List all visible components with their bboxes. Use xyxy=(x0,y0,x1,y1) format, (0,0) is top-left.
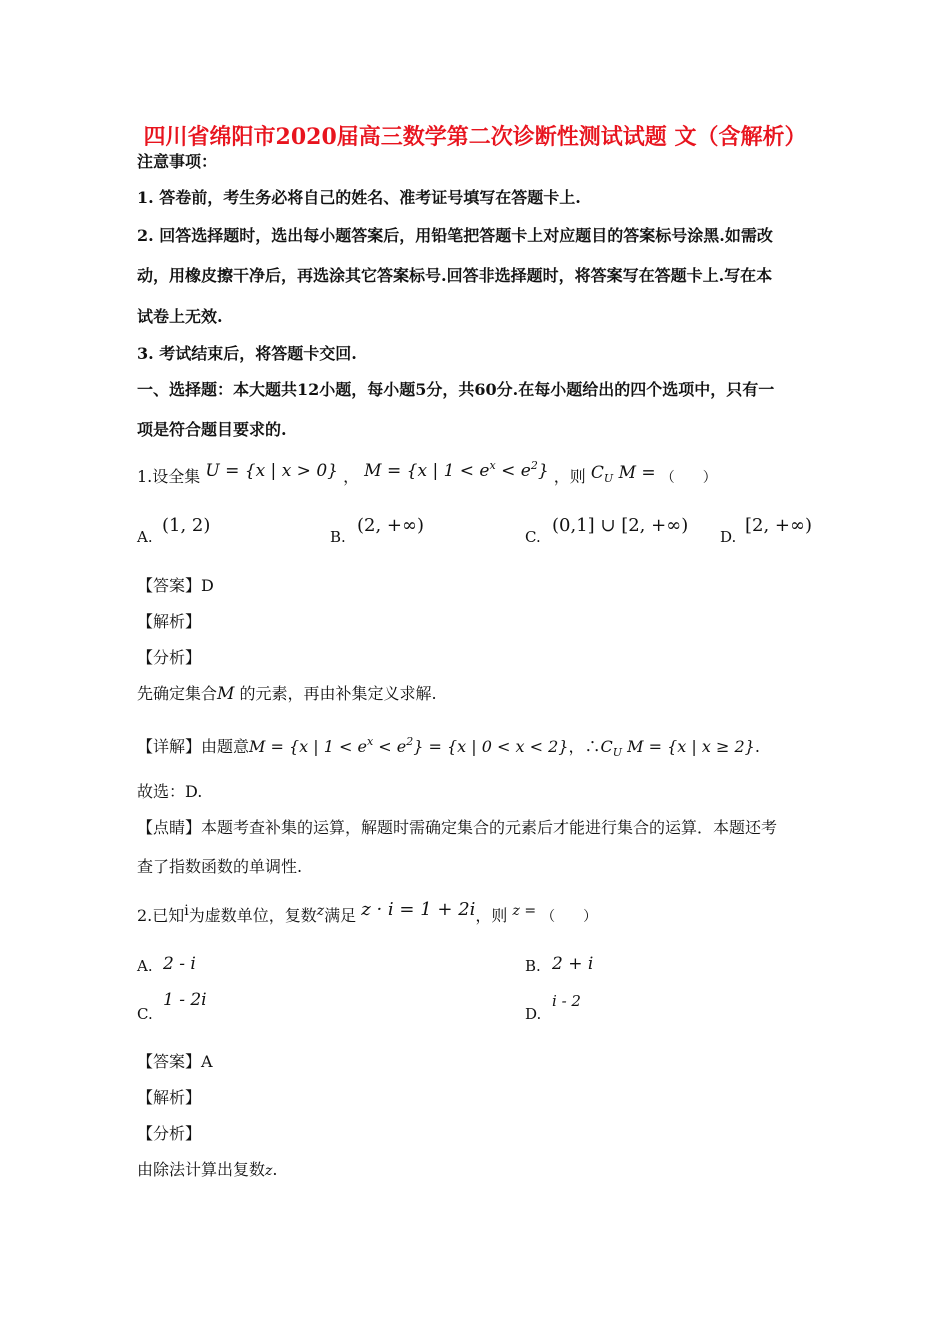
set-m-exponent-x: x xyxy=(489,459,496,472)
question-1-prefix: 1.设全集 xyxy=(137,467,201,486)
z-equals-symbol: z = xyxy=(512,903,537,919)
question-1-detail xyxy=(137,732,760,763)
z-symbol: z xyxy=(316,903,325,919)
question-2-stem xyxy=(137,899,598,927)
detail-expr-2: M = {x | x ≥ 2} xyxy=(627,737,755,756)
set-m-mid: < e xyxy=(495,461,531,481)
question-2-option-d-label: D. xyxy=(525,1005,542,1023)
question-2-fenxi-tag: 【分析】 xyxy=(137,1124,202,1143)
question-2-option-c-label: C. xyxy=(137,1005,153,1023)
detail-c-sub: U xyxy=(612,746,623,759)
set-m-exponent-2: 2 xyxy=(530,459,538,472)
complement-rest: M = xyxy=(618,463,656,483)
question-1-fenxi-text xyxy=(137,684,437,704)
question-1-option-b-label: B. xyxy=(330,528,346,546)
imaginary-unit-symbol: i xyxy=(184,903,189,919)
complement-c: C xyxy=(590,463,604,483)
question-2-fenxi-text xyxy=(137,1160,278,1181)
detail-therefore: ，∴ xyxy=(568,737,601,756)
question-1-analysis-tag: 【解析】 xyxy=(137,612,202,631)
detail-expr-1a: M = {x | 1 < e xyxy=(249,737,367,756)
question-2-answer: 【答案】A xyxy=(137,1052,213,1071)
complement-u: U xyxy=(603,472,614,485)
detail-sup-2: 2 xyxy=(406,735,414,748)
detail-tag: 【详解】由题意 xyxy=(137,737,250,756)
detail-expr-1c: } = {x | 0 < x < 2} xyxy=(413,737,569,756)
question-1-paren: （ ） xyxy=(660,470,717,486)
question-2-option-b-value: 2 + i xyxy=(552,954,594,974)
question-1-option-d-value: [2, +∞) xyxy=(745,515,813,536)
detail-end: . xyxy=(754,737,760,756)
question-1-comment-line-2: 查了指数函数的单调性. xyxy=(137,857,303,876)
question-1-comment-line-1: 【点睛】本题考查补集的运算，解题时需确定集合的元素后才能进行集合的运算．本题还考 xyxy=(137,818,778,837)
complement-expression xyxy=(591,463,656,483)
question-2-option-c-value: 1 - 2i xyxy=(163,990,207,1010)
q2-fenxi-text: 由除法计算出复数 xyxy=(137,1160,266,1179)
detail-expression-1 xyxy=(249,737,568,756)
fenxi-text-a: 先确定集合 xyxy=(137,684,218,703)
fenxi-m-symbol: M xyxy=(217,684,235,704)
question-2-paren: （ ） xyxy=(541,909,598,925)
document-title: 四川省绵阳市2020届高三数学第二次诊断性测试试题 文（含解析） xyxy=(143,124,807,150)
question-2-analysis-tag: 【解析】 xyxy=(137,1088,202,1107)
question-2-option-a-label: A. xyxy=(137,957,153,975)
notice-item-2-line-1: 2. 回答选择题时，选出每小题答案后，用铅笔把答题卡上对应题目的答案标号涂黑.如需改 xyxy=(137,226,773,245)
notice-heading: 注意事项： xyxy=(137,152,218,171)
notice-item-2-line-2: 动，用橡皮擦干净后，再选涂其它答案标号.回答非选择题时，将答案写在答题卡上.写在本 xyxy=(137,266,773,285)
question-2-mid-1: 为虚数单位，复数 xyxy=(188,906,317,925)
question-2-mid-3: ，则 xyxy=(475,906,508,925)
question-1-then: ，则 xyxy=(553,467,586,486)
q2-fenxi-z-symbol: z xyxy=(265,1163,273,1179)
notice-item-3: 3. 考试结束后，将答题卡交回. xyxy=(137,344,357,363)
q2-fenxi-end: . xyxy=(272,1160,278,1179)
question-1-answer: 【答案】D xyxy=(137,576,214,595)
question-2-option-b-label: B. xyxy=(525,957,541,975)
question-1-option-a-label: A. xyxy=(137,528,153,546)
notice-item-2-line-3: 试卷上无效. xyxy=(137,307,223,326)
detail-expr-1b: < e xyxy=(373,737,407,756)
section-heading-line-2: 项是符合题目要求的. xyxy=(137,420,287,439)
question-2-option-a-value: 2 - i xyxy=(163,954,196,974)
set-m-expression xyxy=(364,461,549,481)
notice-item-1: 1. 答卷前，考生务必将自己的姓名、准考证号填写在答题卡上. xyxy=(137,188,581,207)
question-2-mid-2: 满足 xyxy=(324,906,357,925)
question-1-separator: ， xyxy=(343,467,360,486)
question-1-option-d-label: D. xyxy=(720,528,737,546)
fenxi-text-b: 的元素，再由补集定义求解. xyxy=(239,684,437,703)
question-1-option-b-value: (2, +∞) xyxy=(357,515,425,536)
detail-sup-x: x xyxy=(366,735,374,748)
question-1-fenxi-tag: 【分析】 xyxy=(137,648,202,667)
set-m-left: M = {x | 1 < e xyxy=(364,461,490,481)
question-1-option-c-label: C. xyxy=(525,528,541,546)
question-1-stem xyxy=(137,459,717,493)
set-u-expression: U = {x | x > 0} xyxy=(205,461,338,481)
detail-c: C xyxy=(600,737,613,756)
question-2-option-d-value: i - 2 xyxy=(552,992,581,1010)
question-1-choose: 故选：D. xyxy=(137,782,203,801)
question-1-option-a-value: (1, 2) xyxy=(162,515,211,536)
question-2-prefix: 2.已知 xyxy=(137,906,185,925)
set-m-right: } xyxy=(537,461,549,481)
detail-expression-2 xyxy=(600,737,755,759)
question-1-option-c-value: (0,1] ∪ [2, +∞) xyxy=(552,515,689,536)
section-heading-line-1: 一、选择题：本大题共12小题，每小题5分，共60分.在每小题给出的四个选项中，只有一 xyxy=(137,380,775,399)
question-2-equation: z · i = 1 + 2i xyxy=(361,899,476,920)
